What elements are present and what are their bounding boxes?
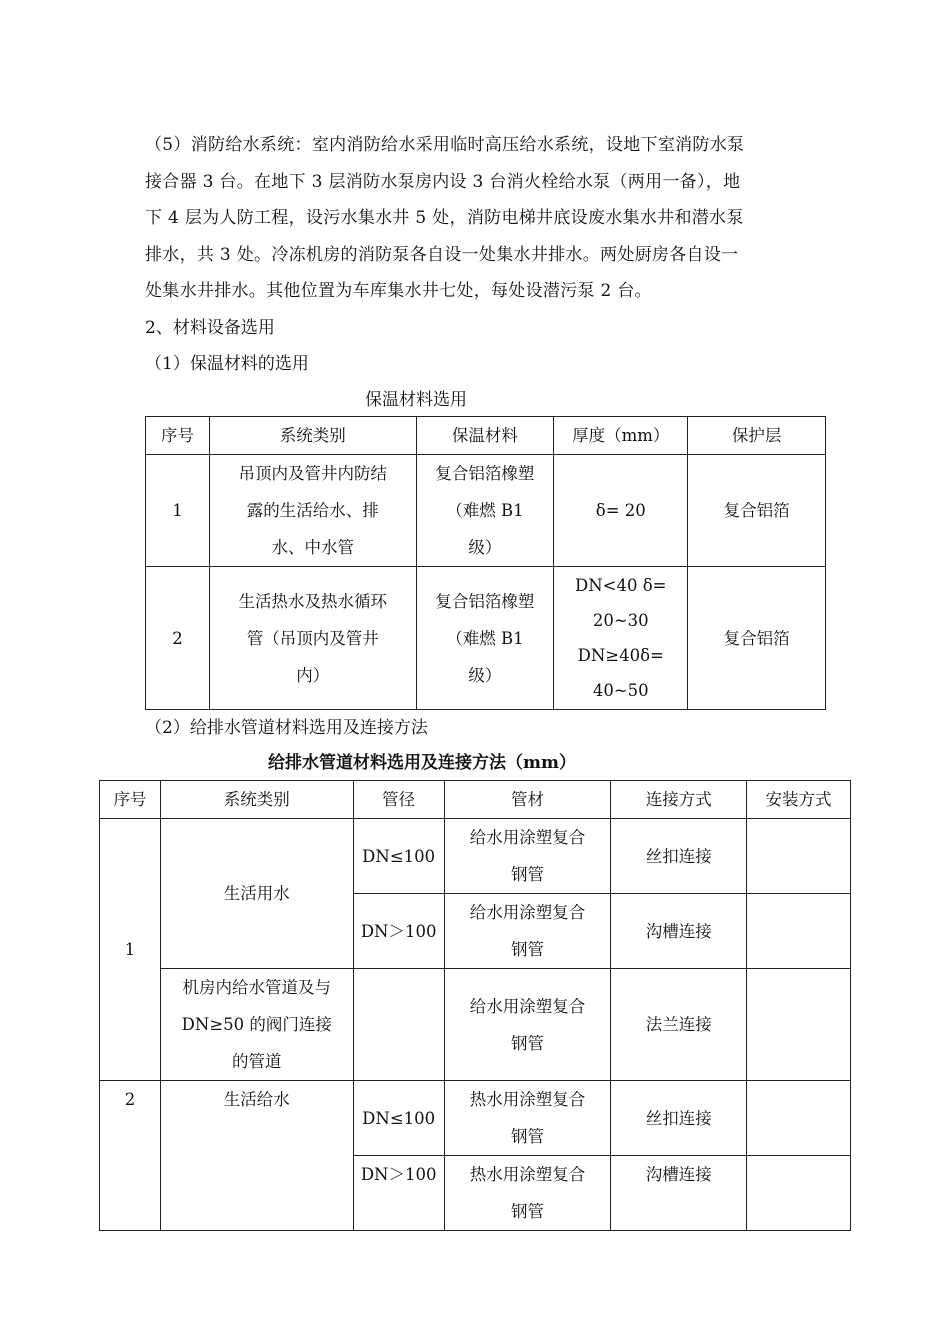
table-row [100, 819, 851, 894]
install-cell [747, 1156, 851, 1231]
row-number: 2 [100, 1081, 161, 1231]
diameter-cell: DN≤100 [353, 1081, 444, 1156]
cell-line: 内） [296, 665, 330, 685]
header-cell: 系统类别 [160, 781, 353, 819]
cell-line: 的管道 [232, 1052, 282, 1071]
pipe-cell [444, 969, 611, 1081]
cell-line: δ= 20 [595, 501, 646, 520]
table1-caption: 保温材料选用 [365, 390, 467, 410]
connection-cell: 沟槽连接 [611, 1156, 747, 1231]
connection-cell: 丝扣连接 [611, 1081, 747, 1156]
cell-line: 钢管 [510, 1202, 544, 1221]
header-cell: 管材 [444, 781, 611, 819]
system-cell [209, 567, 416, 710]
cell-line: 钢管 [510, 1127, 544, 1146]
cell-line: 级） [468, 538, 502, 557]
cell-line: 复合铝箔橡塑 [435, 464, 535, 483]
cell-line: DN≥40δ= [577, 646, 664, 665]
cell-line: 管（吊顶内及管井 [246, 628, 379, 648]
cover-cell: 复合铝箔 [688, 455, 826, 567]
table-row [146, 455, 826, 567]
section-heading: 2、材料设备选用 [145, 318, 275, 338]
insulation-table [145, 416, 826, 710]
cell-line: DN<40 δ= [575, 576, 667, 595]
paragraph-line: 排水，共 3 处。冷冻机房的消防泵各自设一处集水井排水。两处厨房各自设一 [145, 244, 739, 265]
table-row [100, 969, 851, 1081]
table-row [146, 567, 826, 710]
material-cell [416, 567, 554, 710]
pipe-cell [444, 894, 611, 969]
cell-line: 热水用涂塑复合 [469, 1165, 586, 1184]
subsection-heading-2: （2）给排水管道材料选用及连接方法 [145, 718, 428, 738]
cell-line: （难燃 B1 [446, 501, 524, 520]
paragraph-line: 下 4 层为人防工程，设污水集水井 5 处，消防电梯井底设废水集水井和潜水泵 [145, 208, 744, 228]
connection-cell: 丝扣连接 [611, 819, 747, 894]
table2-caption: 给排水管道材料选用及连接方法（mm） [268, 753, 576, 773]
table-header-row [146, 417, 826, 455]
diameter-cell: DN≤100 [353, 819, 444, 894]
cell-line: 钢管 [510, 1033, 544, 1053]
install-cell [747, 1081, 851, 1156]
system-cell [160, 969, 353, 1081]
header-cell: 连接方式 [611, 781, 747, 819]
thickness-cell [554, 567, 688, 710]
system-cell: 生活给水 [160, 1081, 353, 1231]
cover-cell: 复合铝箔 [688, 567, 826, 710]
diameter-cell: DN＞100 [353, 1156, 444, 1231]
cell-line: 热水用涂塑复合 [469, 1090, 586, 1109]
header-cell: 系统类别 [209, 417, 416, 455]
fire-water-paragraph [145, 127, 810, 310]
cell-line: 复合铝箔橡塑 [435, 591, 535, 611]
paragraph-line: 处集水井排水。其他位置为车库集水井七处，每处设潜污泵 2 台。 [145, 281, 652, 301]
cell-line: 水、中水管 [271, 538, 354, 557]
cell-line: 钢管 [510, 940, 544, 959]
header-cell: 管径 [353, 781, 444, 819]
connection-cell: 法兰连接 [611, 969, 747, 1081]
header-cell: 安装方式 [747, 781, 851, 819]
cell-line: （难燃 B1 [446, 628, 524, 648]
header-cell: 厚度（mm） [554, 417, 688, 455]
row-number: 1 [146, 455, 210, 567]
pipe-cell [444, 1081, 611, 1156]
header-cell: 保护层 [688, 417, 826, 455]
cell-line: 20~30 [592, 611, 649, 630]
cell-line: DN≥50 的阀门连接 [181, 1015, 332, 1034]
pipe-cell [444, 819, 611, 894]
cell-line: 给水用涂塑复合 [469, 828, 586, 847]
subsection-heading-1: （1）保温材料的选用 [145, 354, 309, 374]
cell-line: 钢管 [510, 865, 544, 884]
connection-cell: 沟槽连接 [611, 894, 747, 969]
cell-line: 给水用涂塑复合 [469, 996, 586, 1016]
diameter-cell: DN＞100 [353, 894, 444, 969]
system-cell: 生活用水 [160, 819, 353, 969]
install-cell [747, 819, 851, 894]
pipe-cell [444, 1156, 611, 1231]
pipe-material-table [99, 780, 851, 1231]
cell-line: 生活热水及热水循环 [238, 591, 387, 611]
paragraph-line: （5）消防给水系统：室内消防给水采用临时高压给水系统，设地下室消防水泵 [145, 135, 745, 155]
cell-line: 机房内给水管道及与 [182, 978, 332, 997]
install-cell [747, 969, 851, 1081]
header-cell: 序号 [146, 417, 210, 455]
cell-line: 40~50 [592, 681, 649, 700]
diameter-cell [353, 969, 444, 1081]
row-number: 1 [100, 819, 161, 1081]
system-cell [209, 455, 416, 567]
install-cell [747, 894, 851, 969]
thickness-cell [554, 455, 688, 567]
cell-line: 级） [468, 665, 502, 685]
material-cell [416, 455, 554, 567]
cell-line: 给水用涂塑复合 [469, 903, 586, 922]
table-header-row [100, 781, 851, 819]
paragraph-line: 接合器 3 台。在地下 3 层消防水泵房内设 3 台消火栓给水泵（两用一备），地 [145, 171, 741, 192]
table-row [100, 1081, 851, 1156]
cell-line: 吊顶内及管井内防结 [238, 464, 387, 483]
cell-line: 露的生活给水、排 [246, 501, 379, 520]
header-cell: 保温材料 [416, 417, 554, 455]
row-number: 2 [146, 567, 210, 710]
header-cell: 序号 [100, 781, 161, 819]
